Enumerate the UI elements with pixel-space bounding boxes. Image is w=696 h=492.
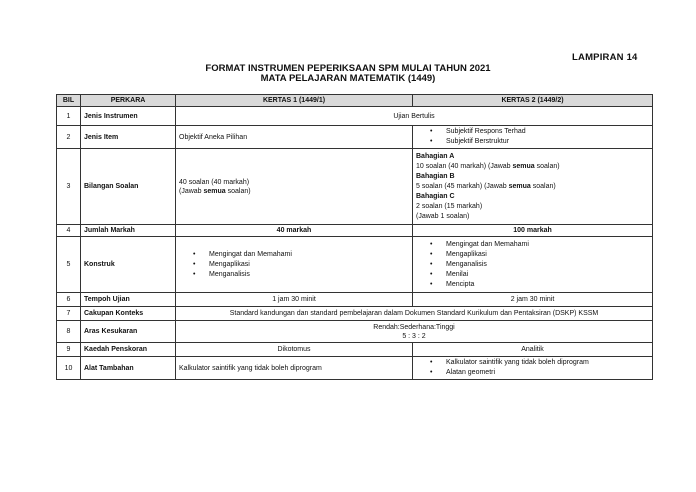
list-item: • Subjektif Berstruktur [446,137,649,147]
header-kertas2: KERTAS 2 (1449/2) [413,95,653,107]
header-bil: BIL [57,95,81,107]
cell-aras-kesukaran [176,321,653,343]
cell-k2-bilangan-soalan [413,149,653,225]
table-row [57,321,653,343]
list-item: • Mengingat dan Memahami [446,240,649,250]
document-title: FORMAT INSTRUMEN PEPERIKSAAN SPM MULAI TAHUN 2021 [205,63,491,74]
lampiran-label: LAMPIRAN 14 [572,52,638,63]
table-row [57,357,653,380]
cell-k1-alat-tambahan: Kalkulator saintifik yang tidak boleh diprogram [176,357,413,380]
list-item: • Mengaplikasi [446,250,649,260]
cell-k1-tempoh: 1 jam 30 minit [176,293,413,307]
list-item: • Menilai [446,270,649,280]
list-item: • Subjektif Respons Terhad [446,127,649,137]
cell-k2-alat-tambahan [413,357,653,380]
bahagian-c-heading: Bahagian C [416,192,455,200]
format-table [56,94,653,380]
text-fragment: soalan) [530,182,556,190]
row-perkara: Konstruk [81,237,176,293]
text-fragment: 5 soalan (45 markah) (Jawab [416,182,509,190]
cell-k1-penskoran: Dikotomus [176,343,413,357]
row-number: 4 [57,225,81,237]
table-row [57,237,653,293]
cell-k2-jumlah-markah: 100 markah [413,225,653,237]
list-item: • Mengingat dan Memahami [209,250,409,260]
row-number: 8 [57,321,81,343]
bahagian-a-heading: Bahagian A [416,152,455,160]
cell-jenis-instrumen: Ujian Bertulis [176,107,653,126]
row-perkara: Jenis Item [81,126,176,149]
text-fragment-bold: semua [512,162,535,170]
row-number: 5 [57,237,81,293]
row-perkara: Kaedah Penskoran [81,343,176,357]
list-item: • Mencipta [446,280,649,290]
cell-k1-jumlah-markah: 40 markah [176,225,413,237]
bahagian-b-line [416,182,649,192]
header-perkara: PERKARA [81,95,176,107]
row-number: 10 [57,357,81,380]
cell-k2-konstruk [413,237,653,293]
row-number: 2 [57,126,81,149]
bahagian-c-line: 2 soalan (15 markah) [416,202,483,210]
list-item: • Menganalisis [209,270,409,280]
table-row [57,293,653,307]
row-number: 1 [57,107,81,126]
text-fragment: soalan) [534,162,560,170]
table-row [57,149,653,225]
table-row [57,126,653,149]
k1-jawab-line [179,187,409,196]
header-kertas1: KERTAS 1 (1449/1) [176,95,413,107]
k1-soalan-line: 40 soalan (40 markah) [179,178,250,186]
table-row [57,225,653,237]
bahagian-b-heading: Bahagian B [416,172,455,180]
text-fragment: 10 soalan (40 markah) (Jawab [416,162,513,170]
table-row [57,107,653,126]
row-perkara: Jumlah Markah [81,225,176,237]
text-fragment-bold: semua [508,182,531,190]
cell-k2-tempoh: 2 jam 30 minit [413,293,653,307]
bahagian-c-line: (Jawab 1 soalan) [416,212,470,220]
row-perkara: Tempoh Ujian [81,293,176,307]
list-item: • Mengaplikasi [209,260,409,270]
cell-k2-penskoran: Analitik [413,343,653,357]
table-row [57,343,653,357]
bahagian-a-line [416,162,649,172]
cell-k1-bilangan-soalan [176,149,413,225]
row-perkara: Cakupan Konteks [81,307,176,321]
cell-k1-konstruk [176,237,413,293]
aras-labels: Rendah:Sederhana:Tinggi [373,323,455,331]
row-perkara: Bilangan Soalan [81,149,176,225]
row-number: 6 [57,293,81,307]
aras-ratio: 5 : 3 : 2 [402,332,426,340]
row-number: 9 [57,343,81,357]
cell-k1-jenis-item: Objektif Aneka Pilihan [176,126,413,149]
row-perkara: Aras Kesukaran [81,321,176,343]
document-subtitle: MATA PELAJARAN MATEMATIK (1449) [260,73,436,84]
list-item: • Kalkulator saintifik yang tidak boleh diprogram [446,358,649,368]
row-number: 3 [57,149,81,225]
row-number: 7 [57,307,81,321]
list-item: • Menganalisis [446,260,649,270]
cell-k2-jenis-item [413,126,653,149]
text-fragment: soalan) [225,187,251,195]
text-fragment-bold: semua [203,187,226,195]
cell-cakupan-konteks: Standard kandungan dan standard pembelajaran dalam Dokumen Standard Kurikulum dan Pentaksiran (DSKP) KSSM [176,307,653,321]
row-perkara: Jenis Instrumen [81,107,176,126]
table-row [57,307,653,321]
row-perkara: Alat Tambahan [81,357,176,380]
text-fragment: (Jawab [179,187,204,195]
table-header-row [57,95,653,107]
list-item: • Alatan geometri [446,368,649,378]
